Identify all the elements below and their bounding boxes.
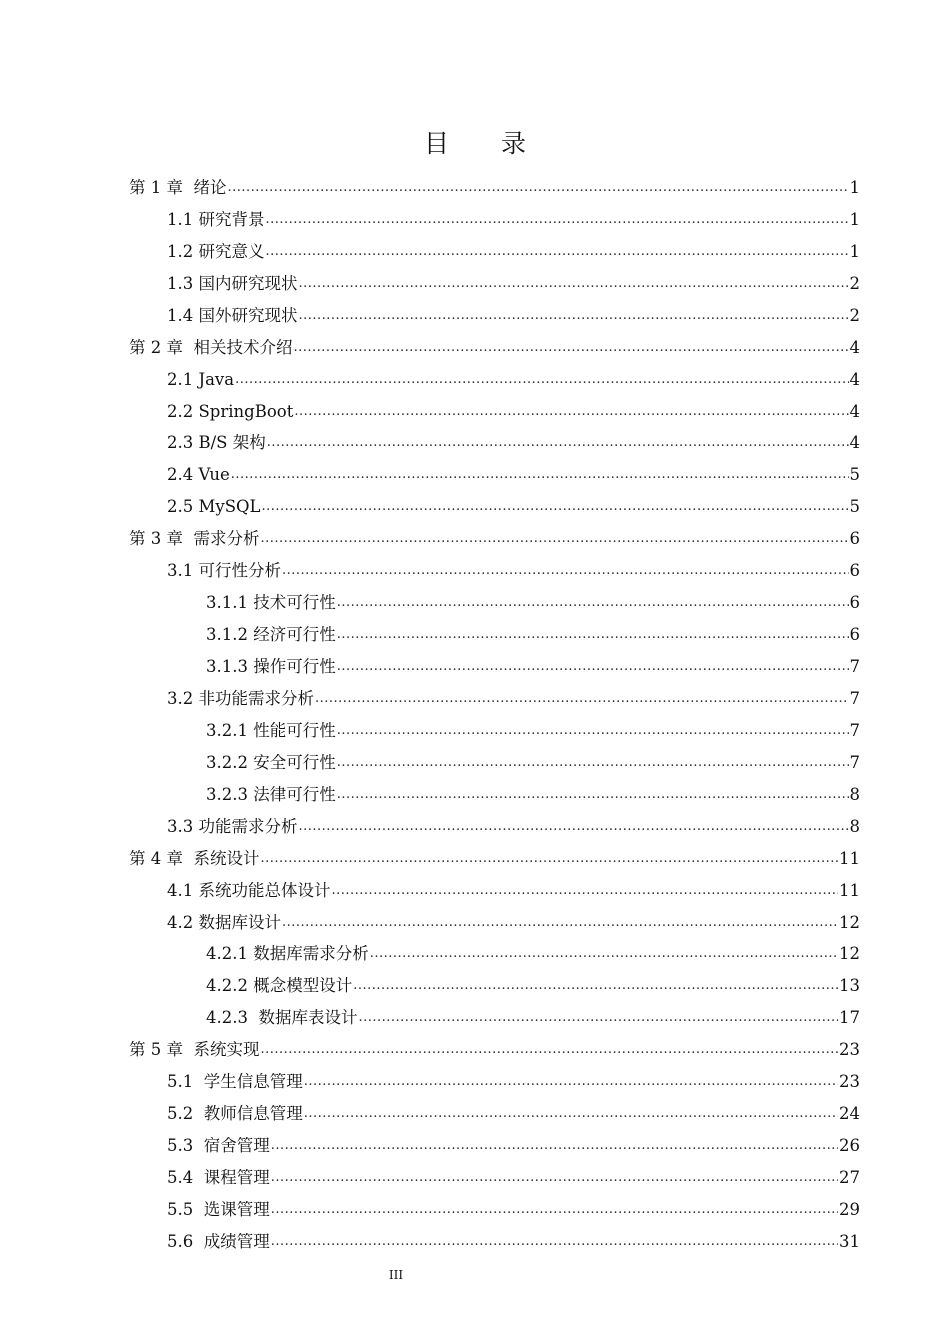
toc-entry[interactable] xyxy=(129,677,860,709)
toc-entry-label: 3.1.1 技术可行性 xyxy=(206,593,336,613)
toc-entry[interactable] xyxy=(129,230,860,262)
toc-entry-page: 29 xyxy=(839,1199,860,1219)
toc-entry-page: 4 xyxy=(849,401,860,421)
toc-entry-page: 27 xyxy=(839,1168,860,1187)
toc-entry-label: 2.3 B/S 架构 xyxy=(167,433,266,453)
toc-entry-label: 5.1 学生信息管理 xyxy=(167,1072,303,1092)
toc-entry-label: 3.1 可行性分析 xyxy=(167,561,281,581)
toc-dot-leader xyxy=(282,561,849,581)
toc-entry-label: 3.1.2 经济可行性 xyxy=(206,625,336,645)
toc-dot-leader xyxy=(267,433,849,453)
toc-dot-leader xyxy=(231,465,849,485)
toc-entry[interactable] xyxy=(129,709,860,741)
toc-entry-label: 3.2.3 法律可行性 xyxy=(206,784,336,804)
toc-entry[interactable] xyxy=(129,805,860,837)
toc-entry[interactable] xyxy=(129,166,860,198)
toc-entry-page: 4 xyxy=(849,433,860,453)
toc-entry[interactable] xyxy=(129,262,860,294)
toc-entry[interactable] xyxy=(129,326,860,358)
toc-dot-leader xyxy=(337,657,849,677)
toc-dot-leader xyxy=(304,1072,838,1092)
toc-entry-label: 1.4 国外研究现状 xyxy=(167,305,298,325)
toc-entry-page: 23 xyxy=(839,1040,860,1060)
toc-entry-label: 第 5 章 系统实现 xyxy=(129,1040,260,1060)
toc-dot-leader xyxy=(299,274,849,294)
toc-entry-label: 5.4 课程管理 xyxy=(167,1168,270,1187)
toc-entry-page: 2 xyxy=(849,273,860,293)
toc-dot-leader xyxy=(299,817,849,837)
toc-entry-page: 5 xyxy=(849,497,860,517)
toc-entry[interactable] xyxy=(129,964,860,996)
toc-entry[interactable] xyxy=(129,1188,860,1220)
toc-entry-page: 7 xyxy=(849,752,860,772)
toc-entry[interactable] xyxy=(129,1220,860,1252)
toc-entry[interactable] xyxy=(129,422,860,454)
toc-entry-page: 26 xyxy=(839,1136,860,1156)
toc-dot-leader xyxy=(271,1136,838,1156)
toc-entry[interactable] xyxy=(129,198,860,230)
toc-dot-leader xyxy=(260,1040,838,1060)
toc-entry[interactable] xyxy=(129,933,860,965)
toc-dot-leader xyxy=(315,689,849,709)
toc-entry-label: 2.5 MySQL xyxy=(167,497,261,517)
toc-dot-leader xyxy=(304,1104,838,1124)
toc-entry-page: 7 xyxy=(849,720,860,740)
toc-entry[interactable] xyxy=(129,294,860,326)
toc-entry-label: 4.1 系统功能总体设计 xyxy=(167,880,331,900)
toc-dot-leader xyxy=(260,529,848,549)
toc-dot-leader xyxy=(353,976,838,996)
toc-entry-page: 8 xyxy=(849,784,860,804)
toc-entry[interactable] xyxy=(129,1028,860,1060)
toc-entry-label: 4.2.3 数据库表设计 xyxy=(206,1008,358,1028)
toc-entry-label: 第 2 章 相关技术介绍 xyxy=(129,337,293,357)
toc-entry[interactable] xyxy=(129,837,860,869)
toc-entry-page: 7 xyxy=(849,688,860,708)
toc-entry[interactable] xyxy=(129,358,860,390)
toc-entry-page: 23 xyxy=(839,1072,860,1092)
toc-entry[interactable] xyxy=(129,517,860,549)
toc-dot-leader xyxy=(271,1168,838,1188)
toc-dot-leader xyxy=(337,721,849,741)
toc-entry[interactable] xyxy=(129,645,860,677)
toc-entry-page: 8 xyxy=(849,816,860,836)
toc-entry-label: 第 3 章 需求分析 xyxy=(129,529,260,549)
toc-entry-page: 6 xyxy=(849,529,860,549)
toc-entry-label: 4.2.1 数据库需求分析 xyxy=(206,944,369,964)
toc-entry[interactable] xyxy=(129,390,860,422)
toc-entry-label: 第 1 章 绪论 xyxy=(129,177,227,197)
toc-entry-page: 4 xyxy=(849,369,860,389)
toc-entry-label: 3.3 功能需求分析 xyxy=(167,816,298,836)
toc-entry-label: 4.2 数据库设计 xyxy=(167,912,281,932)
toc-dot-leader xyxy=(271,1200,838,1220)
toc-entry-page: 31 xyxy=(839,1231,860,1251)
toc-dot-leader xyxy=(260,849,838,869)
toc-dot-leader xyxy=(282,913,838,933)
toc-entry[interactable] xyxy=(129,485,860,517)
toc-entry[interactable] xyxy=(129,1092,860,1124)
toc-entry-page: 13 xyxy=(839,976,860,996)
toc-entry-label: 1.3 国内研究现状 xyxy=(167,273,298,293)
toc-entry-label: 3.2 非功能需求分析 xyxy=(167,688,314,708)
toc-entry-label: 1.1 研究背景 xyxy=(167,209,265,229)
toc-entry-page: 1 xyxy=(849,209,860,229)
toc-dot-leader xyxy=(235,370,848,390)
toc-entry[interactable] xyxy=(129,741,860,773)
toc-dot-leader xyxy=(337,625,849,645)
toc-entry-page: 11 xyxy=(839,880,860,900)
toc-entry[interactable] xyxy=(129,1124,860,1156)
toc-entry-label: 5.5 选课管理 xyxy=(167,1199,270,1219)
toc-dot-leader xyxy=(266,242,849,262)
toc-entry-page: 2 xyxy=(849,305,860,325)
toc-dot-leader xyxy=(293,338,848,358)
toc-entry[interactable] xyxy=(129,869,860,901)
toc-entry-page: 6 xyxy=(849,593,860,613)
toc-entry-label: 5.2 教师信息管理 xyxy=(167,1104,303,1124)
toc-entry-page: 6 xyxy=(849,561,860,581)
toc-entry[interactable] xyxy=(129,901,860,933)
toc-dot-leader xyxy=(358,1008,838,1028)
toc-entry-label: 第 4 章 系统设计 xyxy=(129,848,260,868)
toc-entry[interactable] xyxy=(129,773,860,805)
toc-entry-page: 6 xyxy=(849,625,860,645)
toc-dot-leader xyxy=(271,1232,838,1252)
toc-entry-page: 4 xyxy=(849,337,860,357)
toc-entry-page: 7 xyxy=(849,657,860,676)
toc-entry-page: 11 xyxy=(839,848,860,868)
toc-entry-label: 2.4 Vue xyxy=(167,465,230,485)
toc-entry-page: 24 xyxy=(839,1104,860,1124)
toc-entry[interactable] xyxy=(129,613,860,645)
page-number: III xyxy=(388,1268,404,1282)
toc-entry-label: 1.2 研究意义 xyxy=(167,241,265,261)
toc-entry-label: 3.1.3 操作可行性 xyxy=(206,657,336,676)
toc-entry[interactable] xyxy=(129,1156,860,1188)
toc-entry-page: 12 xyxy=(839,912,860,932)
toc-dot-leader xyxy=(370,944,838,964)
toc-entry-label: 3.2.2 安全可行性 xyxy=(206,752,336,772)
toc-dot-leader xyxy=(337,593,849,613)
toc-entry-page: 1 xyxy=(849,241,860,261)
toc-entry-label: 4.2.2 概念模型设计 xyxy=(206,976,353,996)
toc-dot-leader xyxy=(337,753,849,773)
toc-entry-page: 12 xyxy=(839,944,860,964)
toc-entry[interactable] xyxy=(129,581,860,613)
toc-entry-page: 5 xyxy=(849,465,860,485)
toc-dot-leader xyxy=(332,881,839,901)
toc-entry[interactable] xyxy=(129,549,860,581)
toc-entry-label: 2.1 Java xyxy=(167,369,235,389)
toc-entry[interactable] xyxy=(129,453,860,485)
toc-dot-leader xyxy=(266,210,849,230)
toc-list xyxy=(129,166,860,1252)
toc-entry-page: 1 xyxy=(849,177,860,197)
toc-title: 目 录 xyxy=(424,129,548,158)
toc-entry-label: 2.2 SpringBoot xyxy=(167,401,294,421)
toc-entry-label: 5.3 宿舍管理 xyxy=(167,1136,270,1156)
toc-dot-leader xyxy=(262,497,849,517)
toc-entry-label: 3.2.1 性能可行性 xyxy=(206,720,336,740)
toc-entry[interactable] xyxy=(129,1060,860,1092)
toc-dot-leader xyxy=(294,402,848,422)
toc-dot-leader xyxy=(299,306,849,326)
toc-entry-page: 17 xyxy=(839,1008,860,1028)
toc-dot-leader xyxy=(337,785,849,805)
toc-dot-leader xyxy=(227,178,848,198)
toc-entry[interactable] xyxy=(129,996,860,1028)
toc-entry-label: 5.6 成绩管理 xyxy=(167,1231,270,1251)
